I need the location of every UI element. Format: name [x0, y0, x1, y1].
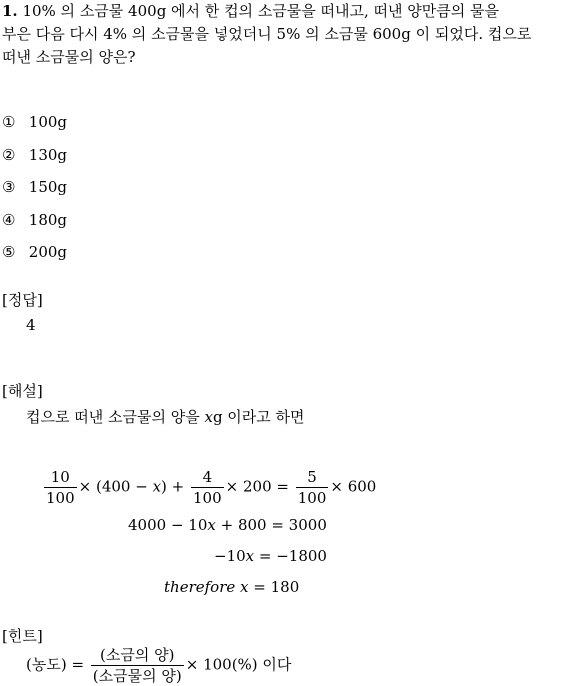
hint-formula — [26, 646, 291, 685]
hint-label: [힌트] — [2, 627, 43, 645]
question-text-1: 10% 의 소금물 400g 에서 한 컵의 소금물을 떠내고, 떠낸 양만큼의 물을 — [22, 2, 500, 20]
intro-text-post: g 이라고 하면 — [212, 408, 305, 426]
eq4-variable: x — [240, 578, 249, 596]
choice-text: 130g — [28, 146, 68, 164]
eq4-therefore: therefore — [164, 578, 236, 596]
hint-rhs: × 100(%) 이다 — [185, 655, 292, 674]
hint-fraction-numerator: (소금의 양) — [100, 646, 175, 664]
answer-label: [정답] — [2, 291, 43, 309]
choice-5[interactable] — [2, 243, 67, 261]
fraction-denominator: 100 — [46, 489, 75, 507]
explanation-intro — [26, 406, 305, 427]
question-number: 1. — [2, 2, 18, 20]
eq1-mid3: × 200 = — [225, 477, 294, 496]
equation-2 — [128, 516, 327, 534]
eq3-left-pre: −10 — [214, 547, 246, 565]
intro-variable: x — [204, 408, 213, 426]
question-line-3 — [2, 46, 136, 69]
fraction-numerator: 10 — [50, 468, 70, 486]
fraction-4-100 — [191, 468, 224, 507]
equation-4 — [164, 578, 299, 596]
eq1-mid1: × (400 − — [78, 477, 153, 496]
choice-4[interactable] — [2, 211, 67, 229]
question-line-1 — [2, 0, 499, 23]
question-text-2: 부은 다음 다시 4% 의 소금물을 넣었더니 5% 의 소금물 600g 이 되었다. 컵으로 — [2, 25, 532, 43]
choice-text: 150g — [28, 178, 68, 196]
eq3-variable: x — [245, 547, 255, 565]
choice-text: 100g — [28, 113, 68, 131]
eq4-right: = 180 — [248, 578, 300, 596]
fraction-denominator: 100 — [297, 489, 327, 507]
hint-lhs: (농도) = — [26, 655, 89, 674]
intro-text-pre: 컵으로 떠낸 소금물의 양을 — [26, 408, 205, 426]
eq1-mid2: ) + — [161, 477, 190, 496]
eq2-left-pre: 4000 − 10 — [128, 516, 208, 534]
question-line-2 — [2, 23, 531, 46]
choice-mark: ③ — [2, 178, 16, 196]
eq1-end: × 600 — [330, 477, 377, 496]
hint-fraction — [91, 646, 184, 685]
fraction-10-100 — [44, 468, 77, 507]
choice-mark: ② — [2, 146, 16, 164]
choice-mark: ⑤ — [2, 243, 16, 261]
question-text-3: 떠낸 소금물의 양은? — [2, 48, 136, 66]
eq1-variable: x — [152, 477, 162, 496]
fraction-5-100 — [296, 468, 329, 507]
hint-fraction-denominator: (소금물의 양) — [92, 667, 182, 685]
choice-3[interactable] — [2, 178, 67, 196]
eq2-variable: x — [207, 516, 216, 534]
answer-value: 4 — [26, 316, 36, 334]
equation-3 — [214, 547, 327, 565]
choice-text: 200g — [28, 243, 68, 261]
fraction-denominator: 100 — [193, 489, 222, 507]
choice-2[interactable] — [2, 146, 67, 164]
fraction-numerator: 4 — [202, 468, 213, 486]
explanation-label: [해설] — [2, 382, 43, 400]
choice-mark: ④ — [2, 211, 16, 229]
fraction-numerator: 5 — [307, 468, 317, 486]
choice-text: 180g — [28, 211, 68, 229]
eq2-left-post: + 800 = 3000 — [215, 516, 327, 534]
eq3-right: = −1800 — [254, 547, 327, 565]
choice-mark: ① — [2, 113, 16, 131]
choice-1[interactable] — [2, 113, 67, 131]
equation-1 — [42, 468, 376, 507]
